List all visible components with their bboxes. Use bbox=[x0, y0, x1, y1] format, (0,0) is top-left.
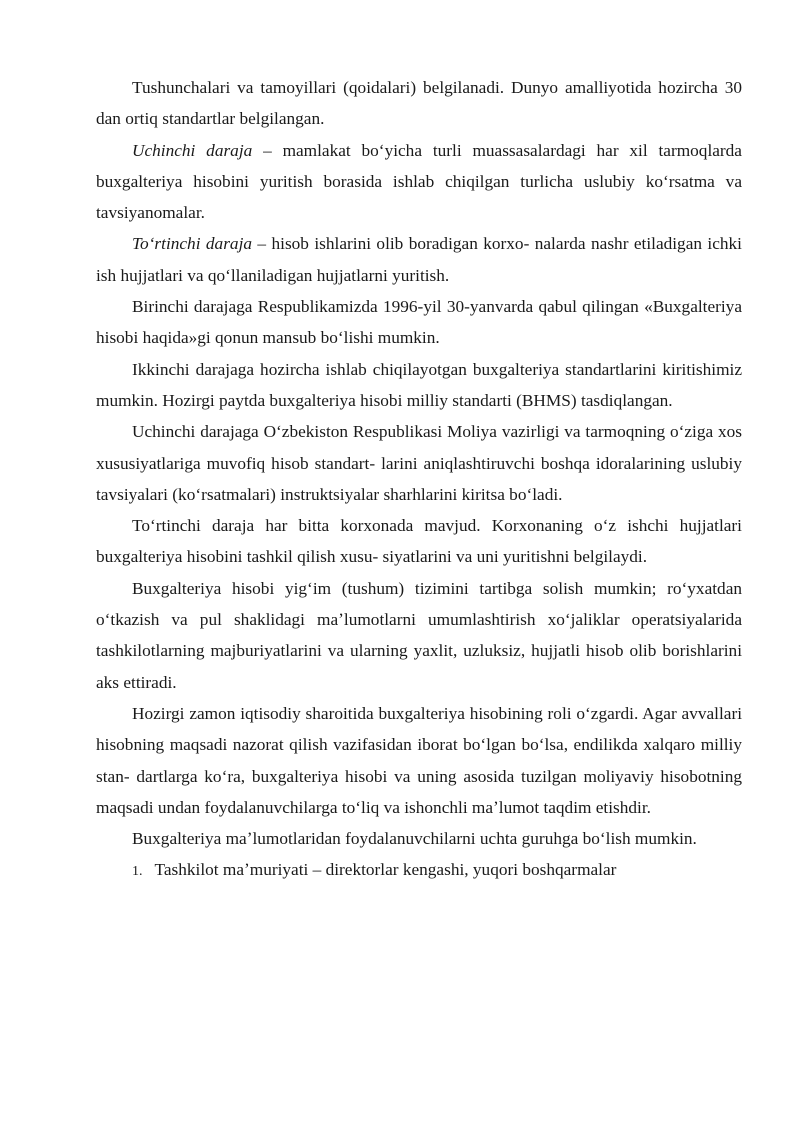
paragraph bbox=[96, 354, 742, 417]
paragraph bbox=[96, 228, 742, 291]
paragraph-text: Toʻrtinchi daraja har bitta korxonada mavjud. Korxonaning oʻz ishchi hujjatlari buxgalteriya hisobini tashkil qilish xusu- siyatlarini va uni yuritishni belgilaydi. bbox=[96, 516, 742, 567]
paragraph bbox=[96, 698, 742, 823]
paragraph-text: Tushunchalari va tamoyillari (qoidalari) belgilanadi. Dunyo amalliyotida hozircha 30 dan ortiq standartlar belgilangan. bbox=[96, 78, 742, 129]
paragraph-text: Uchinchi darajaga Oʻzbekiston Respublikasi Moliya vazirligi va tarmoqning oʻziga xos xususiyatlariga muvofiq hisob standart- larini aniqlashtiruvchi boshqa idoralarining uslubiy tavsiyalari (koʻrsatmalari) instruktsiyalar sharhlarini kiritsa boʻladi. bbox=[96, 422, 742, 504]
document-body bbox=[96, 72, 742, 888]
paragraph bbox=[96, 823, 742, 854]
paragraph bbox=[96, 416, 742, 510]
paragraph bbox=[96, 510, 742, 573]
paragraph-text: Buxgalteriya hisobi yigʻim (tushum) tizimini tartibga solish mumkin; roʻyxatdan oʻtkazish va pul shaklidagi maʼlumotlarni umumlashtirish xoʻjaliklar operatsiyalarida tashkilotlarning majburiyatlarini va ularning yaxlit, uzluksiz, hujjatli hisob olib borishlarini aks ettiradi. bbox=[96, 578, 742, 692]
paragraph-text: Hozirgi zamon iqtisodiy sharoitida buxgalteriya hisobining roli oʻzgardi. Agar avvallari hisobning maqsadi nazorat qilish vazifasidan iborat boʻlgan boʻlsa, endilikda xalqaro milliy stan- dartlarga koʻra, buxgalteriya hisobi va uning asosida tuzilgan moliyaviy hisobotning maqsadi undan foydalanuvchilarga toʻliq va ishonchli maʼlumot taqdim etishdir. bbox=[96, 703, 742, 817]
list-number: 1. bbox=[132, 864, 143, 880]
list-item-text: Tashkilot maʼmuriyati – direktorlar kengashi, yuqori boshqarmalar bbox=[154, 860, 617, 880]
paragraph bbox=[96, 291, 742, 354]
paragraph bbox=[96, 72, 742, 135]
paragraph-lead: Toʻrtinchi daraja bbox=[132, 234, 253, 254]
paragraph-text: Buxgalteriya maʼlumotlaridan foydalanuvchilarni uchta guruhga boʻlish mumkin. bbox=[132, 829, 697, 849]
paragraph-lead: Uchinchi daraja bbox=[132, 140, 253, 160]
paragraph-text: – hisob ishlarini olib boradigan korxo- nalarda nashr etiladigan ichki ish hujjatlari va qoʻllaniladigan hujjatlarni yuritish. bbox=[96, 234, 742, 285]
paragraph bbox=[96, 135, 742, 229]
paragraph-text: – mamlakat boʻyicha turli muassasalardagi har xil tarmoqlarda buxgalteriya hisobini yuritish borasida ishlab chiqilgan turlicha uslubiy koʻrsatma va tavsiyanomalar. bbox=[96, 140, 742, 223]
paragraph bbox=[96, 573, 742, 698]
paragraph-text: Birinchi darajaga Respublikamizda 1996-yil 30-yanvarda qabul qilingan «Buxgalteriya hisobi haqida»gi qonun mansub boʻlishi mumkin. bbox=[96, 297, 742, 348]
paragraph-text: Ikkinchi darajaga hozircha ishlab chiqilayotgan buxgalteriya standartlarini kiritishimiz mumkin. Hozirgi paytda buxgalteriya hisobi milliy standarti (BHMS) tasdiqlangan. bbox=[96, 359, 742, 410]
numbered-list-item bbox=[96, 854, 742, 887]
